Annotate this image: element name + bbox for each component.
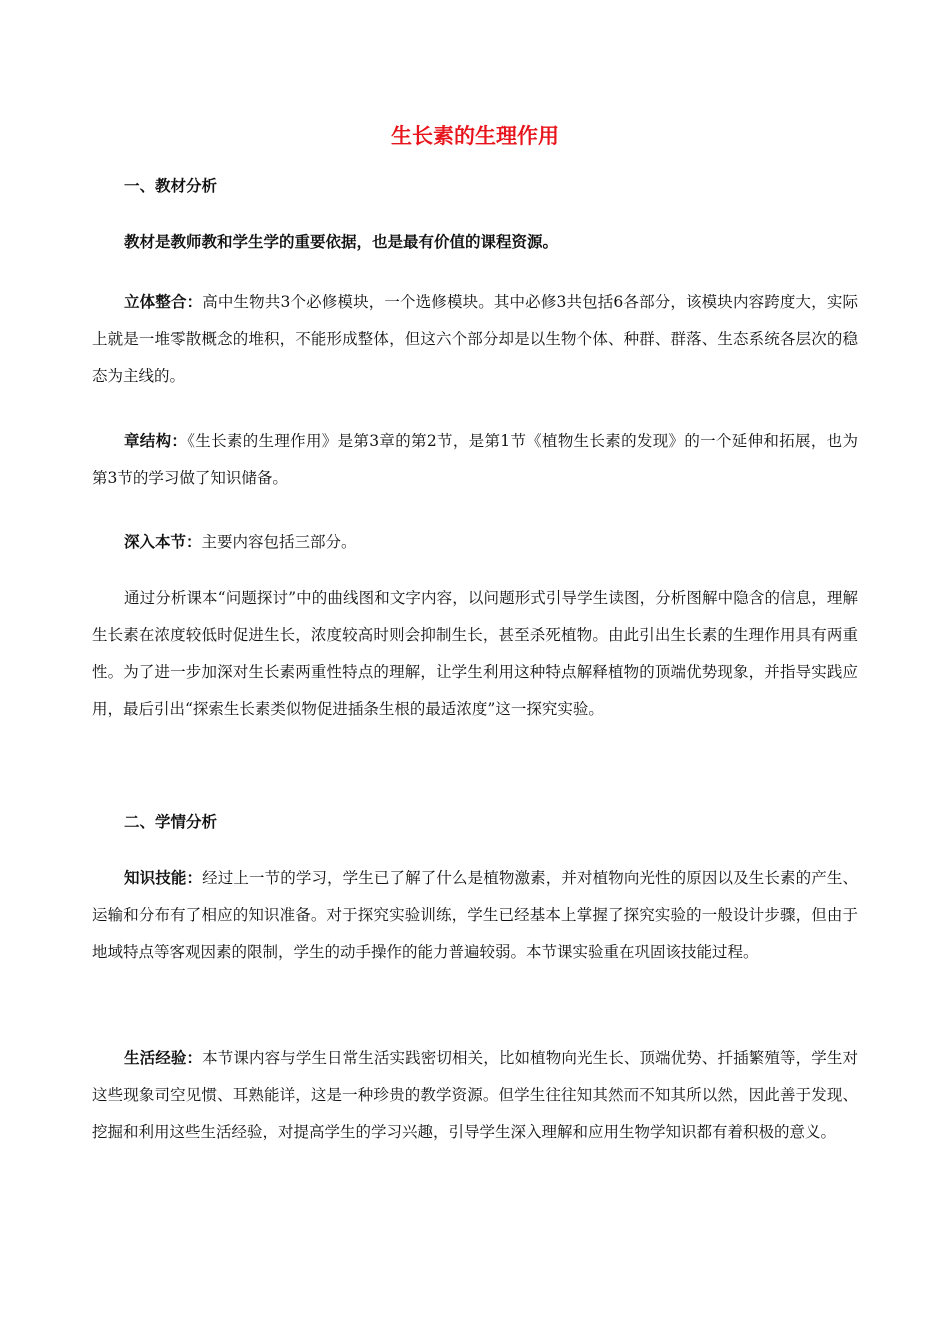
paragraph-knowledge-skills — [92, 860, 858, 971]
document-title: 生长素的生理作用 — [391, 124, 559, 148]
paragraph-chapter-structure — [92, 423, 858, 497]
paragraph-body: 本节课内容与学生日常生活实践密切相关，比如植物向光生长、顶端优势、扦插繁殖等，学生对这些现象司空见惯、耳熟能详，这是一种珍贵的教学资源。但学生往往知其然而不知其所以然，因此善于发现、挖掘和利用这些生活经验，对提高学生的学习兴趣，引导学生深入理解和应用生物学知识都有着积极的意义。 — [92, 1049, 858, 1141]
paragraph-analysis-method: 通过分析课本“问题探讨”中的曲线图和文字内容，以问题形式引导学生读图，分析图解中隐含的信息，理解生长素在浓度较低时促进生长，浓度较高时则会抑制生长，甚至杀死植物。由此引出生长素的生理作用具有两重性。为了进一步加深对生长素两重性特点的理解，让学生利用这种特点解释植物的顶端优势现象，并指导实践应用，最后引出“探索生长素类似物促进插条生根的最适浓度”这一探究实验。 — [92, 589, 858, 718]
paragraph-section-depth — [92, 524, 858, 561]
paragraph-body: 高中生物共3个必修模块，一个选修模块。其中必修3共包括6各部分，该模块内容跨度大，实际上就是一堆零散概念的堆积，不能形成整体，但这六个部分却是以生物个体、种群、群落、生态系统各层次的稳态为主线的。 — [92, 293, 858, 385]
section-heading-student-analysis: 二、学情分析 — [124, 813, 218, 831]
paragraph-body: 经过上一节的学习，学生已了解了什么是植物激素，并对植物向光性的原因以及生长素的产生、运输和分布有了相应的知识准备。对于探究实验训练，学生已经基本上掌握了探究实验的一般设计步骤，但由于地域特点等客观因素的限制，学生的动手操作的能力普遍较弱。本节课实验重在巩固该技能过程。 — [92, 869, 858, 961]
paragraph-lead: 生活经验： — [124, 1049, 203, 1067]
paragraph-body: 《生长素的生理作用》是第3章的第2节，是第1节《植物生长素的发现》的一个延伸和拓展，也为第3节的学习做了知识储备。 — [92, 432, 858, 487]
paragraph-body: 主要内容包括三部分。 — [201, 533, 357, 551]
section-heading-textbook-analysis: 一、教材分析 — [124, 177, 218, 195]
paragraph-lead: 知识技能： — [124, 869, 203, 887]
paragraph-lead: 章结构： — [124, 432, 188, 450]
paragraph-lead: 立体整合： — [124, 293, 203, 311]
paragraph-lead: 深入本节： — [124, 533, 202, 551]
paragraph-life-experience — [92, 1040, 858, 1151]
intro-paragraph: 教材是教师教和学生学的重要依据，也是最有价值的课程资源。 — [124, 233, 559, 251]
paragraph-integration — [92, 284, 858, 395]
